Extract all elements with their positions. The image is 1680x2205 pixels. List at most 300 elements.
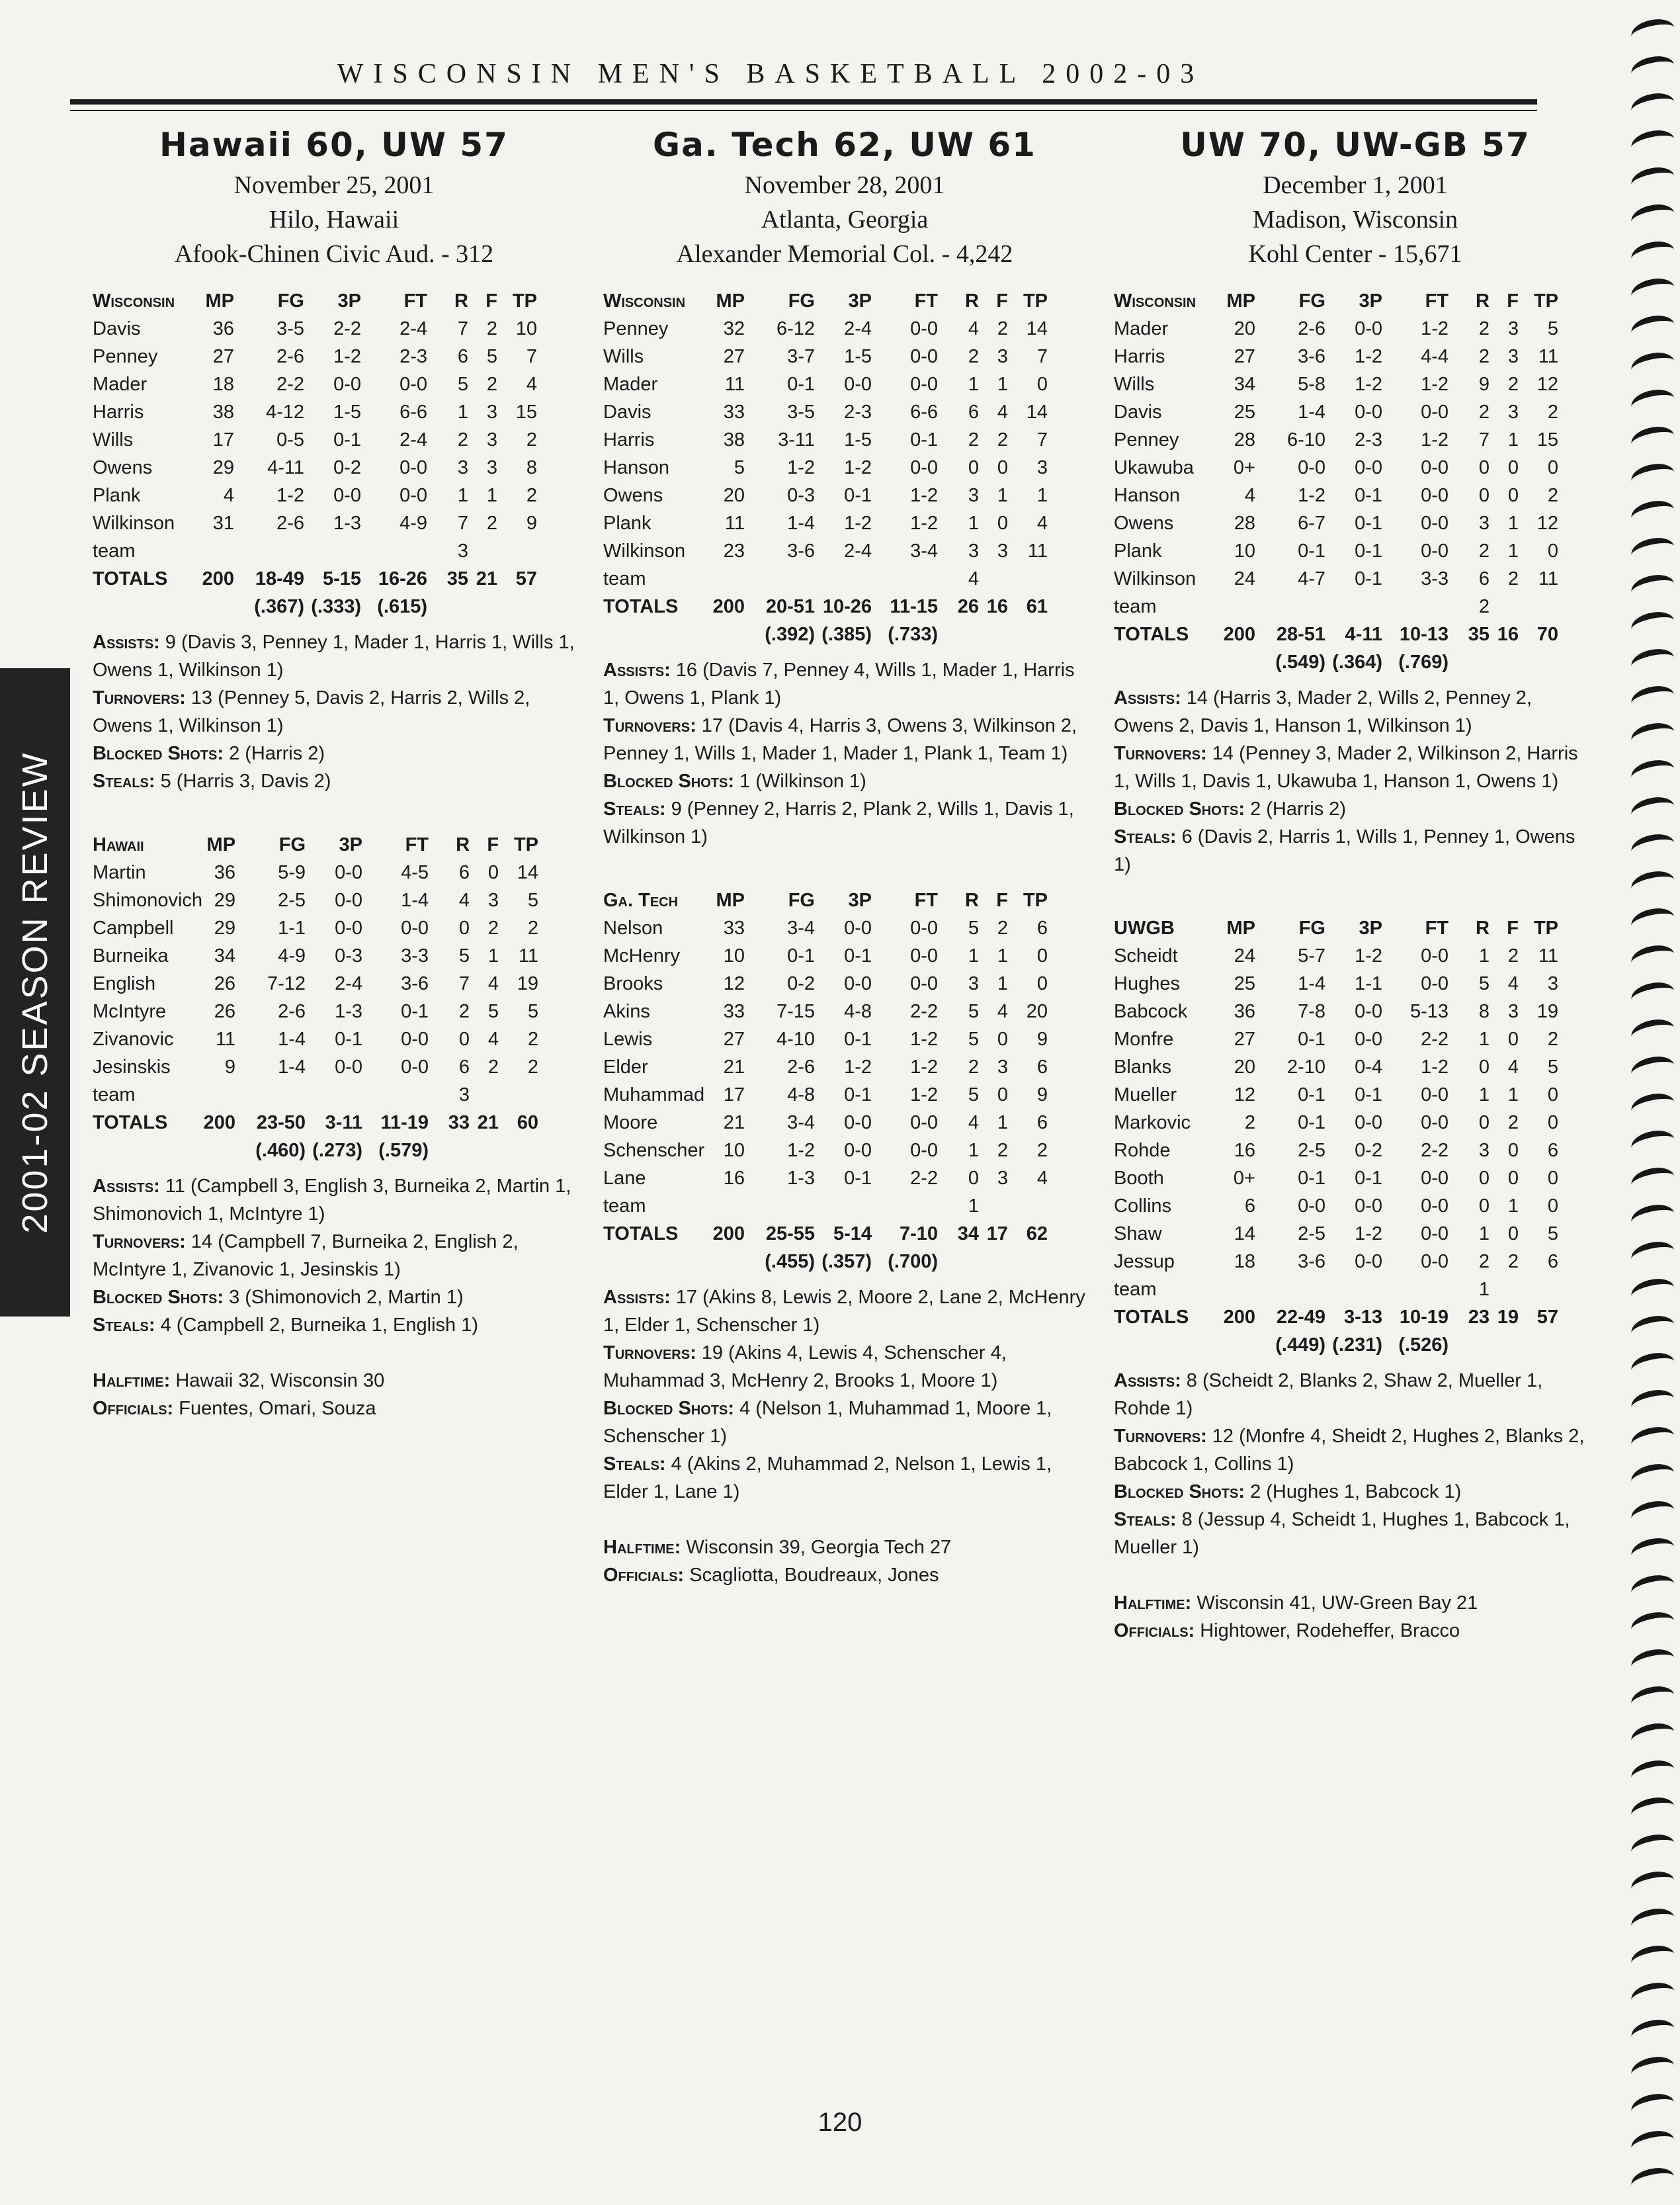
stat-cell: 0-0 (1421, 457, 1449, 478)
percentage-cell: (.549) (1275, 652, 1325, 673)
stat-cell: 4-12 (265, 402, 304, 423)
stat-cell: 2 (527, 1029, 539, 1050)
stat-cell: 0-1 (844, 945, 872, 967)
stat-cell: 26 (214, 973, 236, 994)
stat-cell: 6 (457, 346, 468, 367)
spiral-ring (1629, 1164, 1677, 1197)
stat-cell: 0-3 (787, 485, 815, 506)
stat-cell: 36 (214, 862, 236, 883)
stat-cell: 2 (997, 318, 1008, 339)
stat-cell: 2 (1478, 346, 1490, 367)
column-header: R (454, 290, 468, 312)
column-header: FG (788, 290, 815, 312)
percentage-cell: (.357) (821, 1251, 872, 1272)
stat-cell: 2 (997, 429, 1008, 451)
stat-cell: 1 (968, 1140, 979, 1161)
stat-cell: 1 (968, 374, 979, 395)
totals-cell: 57 (1536, 1307, 1558, 1328)
stat-cell: 0-0 (1421, 540, 1449, 562)
stat-cell: 2 (486, 513, 497, 534)
player-row (1114, 1220, 1558, 1248)
stat-cell: 2 (1478, 318, 1490, 339)
stat-cell: 1-2 (1421, 1057, 1449, 1078)
note-line (93, 1311, 575, 1339)
stat-cell: 11 (724, 513, 745, 534)
note-text: 6 (Davis 2, Harris 1, Wills 1, Penney 1, Owens 1) (1114, 826, 1575, 875)
stat-cell (1519, 1275, 1558, 1303)
stat-cell: 0-0 (333, 485, 361, 506)
player-row (1114, 426, 1558, 454)
player-row (93, 1025, 538, 1053)
game-info (583, 168, 1106, 271)
stat-cell: 2-4 (844, 318, 872, 339)
stat-cell: 5 (527, 1001, 539, 1022)
blank-cell (1114, 648, 1222, 676)
stat-cell (1490, 1275, 1519, 1303)
stat-cell: 3-4 (910, 540, 938, 562)
note-line (603, 712, 1086, 767)
stat-cell: 20 (1234, 1057, 1255, 1078)
stat-cell: 3 (1547, 973, 1558, 994)
column-header: FT (1425, 918, 1449, 939)
stat-cell: 0 (1507, 485, 1519, 506)
player-name: Ukawuba (1114, 457, 1194, 478)
spiral-ring (1629, 1313, 1677, 1346)
column-header: FG (1298, 918, 1325, 939)
percentage-cell: (.455) (765, 1251, 815, 1272)
percentage-row (603, 1248, 1048, 1275)
spiral-ring (1629, 349, 1677, 382)
totals-cell: 23 (1468, 1307, 1490, 1328)
stat-cell: 2 (1244, 1112, 1255, 1133)
stat-cell: 1-1 (1355, 973, 1382, 994)
totals-cell: 26 (957, 596, 979, 617)
player-row (1114, 370, 1558, 398)
stat-cell: 21 (723, 1112, 745, 1133)
column-header: FT (1425, 290, 1449, 312)
column-header: 3P (848, 890, 872, 911)
note-label: Turnovers: (603, 715, 696, 736)
stat-cell: 2-4 (399, 429, 427, 451)
stat-cell (1490, 593, 1519, 621)
stat-cell: 0-1 (1355, 513, 1382, 534)
column-header: FG (788, 890, 815, 911)
note-line (93, 1283, 575, 1311)
stat-cell: 0-0 (1421, 1251, 1449, 1272)
totals-cell: 33 (448, 1112, 470, 1133)
stat-cell (201, 537, 234, 565)
stat-cell: 0 (1478, 457, 1490, 478)
note-text: 2 (Harris 2) (1250, 799, 1347, 820)
totals-cell: 21 (476, 568, 497, 589)
column-header: F (487, 834, 499, 855)
spiral-ring (1629, 2016, 1677, 2050)
totals-cell: 200 (1223, 624, 1255, 645)
totals-label: TOTALS (93, 568, 168, 589)
spiral-ring (1629, 646, 1677, 679)
stat-cell: 2 (968, 346, 979, 367)
note-line (93, 767, 575, 795)
stat-cell: 23 (723, 540, 745, 562)
percentage-cell: (.385) (821, 624, 872, 645)
stat-cell: 2-2 (333, 318, 361, 339)
player-row (1114, 998, 1558, 1025)
spiral-ring (1629, 1053, 1677, 1086)
stat-cell: 6-6 (910, 402, 938, 423)
totals-cell: 61 (1026, 596, 1048, 617)
player-row (1114, 942, 1558, 970)
stat-cell: 3 (997, 1057, 1008, 1078)
stat-cell: 6 (968, 402, 979, 423)
totals-cell: 60 (517, 1112, 539, 1133)
game-date: November 28, 2001 (744, 171, 945, 199)
blank-cell (93, 593, 201, 621)
spiral-ring (1629, 423, 1677, 456)
player-name: team (93, 1084, 136, 1105)
totals-cell: 3-11 (325, 1112, 363, 1133)
stat-cell: 2 (1507, 1112, 1519, 1133)
stat-cell: 2 (458, 1001, 470, 1022)
stat-cell: 28 (1234, 513, 1255, 534)
player-row (603, 1164, 1048, 1192)
stat-cell: 2-5 (1298, 1140, 1325, 1161)
column-header: TP (1023, 290, 1048, 312)
stat-cell: 4 (1507, 1057, 1519, 1078)
stat-cell: 1-2 (1298, 485, 1325, 506)
stat-cell: 28 (1234, 429, 1255, 451)
player-name: Mader (603, 374, 658, 395)
totals-row (1114, 1303, 1558, 1331)
totals-cell: 10-26 (822, 596, 872, 617)
stat-cell: 0-5 (276, 429, 304, 451)
box-score-header-row (93, 831, 538, 859)
percentage-cell: (.460) (255, 1140, 306, 1161)
blank-cell (201, 593, 234, 621)
stat-cell: 6-12 (776, 318, 815, 339)
stat-cell: 1-2 (1355, 374, 1382, 395)
percentage-cell: (.449) (1275, 1334, 1325, 1356)
stat-cell: 4-9 (399, 513, 427, 534)
header-rule-thin (70, 110, 1537, 111)
stat-cell: 4-7 (1298, 568, 1325, 589)
spiral-ring (1629, 609, 1677, 642)
stat-cell: 4-5 (401, 862, 429, 883)
spiral-ring (1629, 1238, 1677, 1272)
player-name: Hanson (1114, 485, 1180, 506)
spiral-binding (1623, 20, 1680, 2203)
totals-cell: 35 (446, 568, 468, 589)
stat-cell: 6 (458, 862, 470, 883)
stat-cell: 1-4 (278, 1057, 306, 1078)
column-header: R (1476, 290, 1490, 312)
totals-cell: 25-55 (765, 1223, 815, 1244)
note-line (1114, 1367, 1597, 1422)
note-text: 4 (Nelson 1, Muhammad 1, Moore 1, Schenscher 1) (603, 1398, 1052, 1447)
stat-cell: 0 (1507, 457, 1519, 478)
player-row (1114, 1192, 1558, 1220)
player-row (93, 454, 537, 482)
player-name: Moore (603, 1112, 658, 1133)
stat-cell (468, 537, 497, 565)
stat-cell: 32 (723, 318, 745, 339)
stat-cell: 0 (1036, 374, 1048, 395)
totals-row (93, 1109, 538, 1137)
blank-cell (93, 1137, 202, 1164)
stat-cell: 0-0 (1355, 1251, 1382, 1272)
stat-cell: 0-0 (1298, 1195, 1325, 1217)
spiral-ring (1629, 979, 1677, 1012)
stat-cell: 0-0 (910, 1112, 938, 1133)
stat-cell: 1-5 (844, 429, 872, 451)
stat-cell: 0-0 (1421, 1195, 1449, 1217)
player-name: Jessup (1114, 1251, 1175, 1272)
spiral-ring (1629, 831, 1677, 864)
halftime-score: Hawaii 32, Wisconsin 30 (175, 1370, 385, 1391)
stat-cell: 2 (526, 429, 537, 451)
stat-cell: 2 (1507, 568, 1519, 589)
stat-cell: 3-3 (401, 945, 429, 967)
officials-names: Fuentes, Omari, Souza (179, 1398, 376, 1419)
stat-cell: 18 (1234, 1251, 1255, 1272)
stat-cell: 29 (214, 890, 236, 911)
stat-cell: 0-0 (910, 945, 938, 967)
stat-cell: 5 (486, 346, 497, 367)
player-row (1114, 1164, 1558, 1192)
stat-cell: 33 (723, 918, 745, 939)
stat-cell: 0-0 (1421, 1084, 1449, 1105)
player-row (93, 998, 538, 1025)
stat-cell: 0-0 (844, 918, 872, 939)
spiral-ring (1629, 312, 1677, 345)
note-text: 4 (Akins 2, Muhammad 2, Nelson 1, Lewis 1, Elder 1, Lane 1) (603, 1453, 1052, 1502)
totals-label: TOTALS (1114, 624, 1189, 645)
spiral-ring (1629, 720, 1677, 753)
stat-cell: 31 (212, 513, 234, 534)
stat-cell: 9 (526, 513, 537, 534)
totals-cell: 11-19 (380, 1112, 429, 1133)
stat-cell: 6 (1244, 1195, 1255, 1217)
player-row (603, 942, 1048, 970)
column-header: FG (1298, 290, 1325, 312)
spiral-ring (1629, 201, 1677, 234)
stat-cell: 4 (487, 1029, 499, 1050)
game-date: December 1, 2001 (1263, 171, 1448, 199)
note-text: 16 (Davis 7, Penney 4, Wills 1, Mader 1, Harris 1, Owens 1, Plank 1) (603, 660, 1075, 709)
stat-cell: 5 (968, 1084, 979, 1105)
stat-cell: 2 (968, 1057, 979, 1078)
spiral-ring (1629, 1646, 1677, 1679)
player-row (603, 454, 1048, 482)
stat-cell: 0-0 (844, 1140, 872, 1161)
stat-cell: 9 (1478, 374, 1490, 395)
box-score-header-row (603, 886, 1048, 914)
game-title: Hawaii 60, UW 57 (159, 126, 509, 164)
player-row (1114, 1081, 1558, 1109)
stat-cell: 36 (1234, 1001, 1255, 1022)
stat-cell: 0-2 (1355, 1140, 1382, 1161)
game-summary (603, 1534, 1086, 1589)
player-name: Blanks (1114, 1057, 1172, 1078)
stat-cell: 27 (723, 346, 745, 367)
halftime-line (603, 1534, 1086, 1561)
stat-cell: 0-0 (399, 485, 427, 506)
stat-cell: 5 (1547, 1057, 1558, 1078)
stat-cell: 5 (968, 1001, 979, 1022)
stat-cell: 15 (1536, 429, 1558, 451)
box-score-header-row (1114, 914, 1558, 942)
spiral-ring (1629, 1942, 1677, 1975)
halftime-score: Wisconsin 39, Georgia Tech 27 (686, 1537, 952, 1558)
stat-cell: 0 (458, 918, 470, 939)
player-name: Shaw (1114, 1223, 1162, 1244)
player-name: Davis (1114, 402, 1162, 423)
player-name: Wills (1114, 374, 1155, 395)
stat-cell: 1 (1478, 1223, 1490, 1244)
stat-cell: 5-9 (278, 862, 306, 883)
stat-cell: 6 (1036, 918, 1048, 939)
totals-cell: 23-50 (256, 1112, 306, 1133)
player-row (93, 914, 538, 942)
blank-cell (202, 1137, 235, 1164)
stat-cell: 2 (997, 918, 1008, 939)
column-header: R (1476, 918, 1490, 939)
stat-cell: 5 (458, 945, 470, 967)
stat-cell: 2 (486, 374, 497, 395)
stat-cell: 4 (997, 1001, 1008, 1022)
player-row (93, 315, 537, 343)
column-header: F (1507, 290, 1519, 312)
stat-cell (872, 1192, 938, 1220)
stat-cell: 12 (723, 973, 745, 994)
stat-cell: 0-0 (1421, 1168, 1449, 1189)
stat-cell (1222, 593, 1255, 621)
column-header: TP (513, 834, 539, 855)
spiral-ring (1629, 1720, 1677, 1753)
note-line (93, 740, 575, 767)
player-row (93, 426, 537, 454)
player-name: team (93, 540, 136, 562)
stat-cell: 4-10 (776, 1029, 815, 1050)
stat-cell: 9 (1036, 1084, 1048, 1105)
spiral-ring (1629, 53, 1677, 86)
game-venue: Kohl Center - 15,671 (1248, 240, 1462, 268)
totals-cell: 16 (1497, 624, 1519, 645)
spiral-ring (1629, 1387, 1677, 1420)
stat-cell: 24 (1234, 568, 1255, 589)
column-header: F (1507, 918, 1519, 939)
stat-cell: 1-4 (787, 513, 815, 534)
stat-cell: 5-13 (1409, 1001, 1449, 1022)
totals-cell: 22-49 (1276, 1307, 1325, 1328)
player-name: Harris (93, 402, 144, 423)
stat-cell: 6-6 (399, 402, 427, 423)
stat-cell: 3 (1478, 1140, 1490, 1161)
stat-cell: 0-0 (335, 890, 363, 911)
stat-cell: 3-11 (778, 429, 815, 451)
stat-cell: 0-0 (1355, 1029, 1382, 1050)
player-row (603, 370, 1048, 398)
column-header: MP (716, 890, 745, 911)
stat-cell: 3-6 (1298, 1251, 1325, 1272)
column-header: MP (205, 290, 234, 312)
player-name: Babcock (1114, 1001, 1188, 1022)
stat-cell (872, 565, 938, 593)
column-header: 3P (848, 290, 872, 312)
halftime-line (93, 1367, 575, 1395)
spiral-ring (1629, 1979, 1677, 2012)
blank-cell (603, 621, 712, 648)
note-label: Blocked Shots: (603, 1398, 734, 1419)
stat-cell: 4 (968, 1112, 979, 1133)
stat-cell (499, 1081, 538, 1109)
player-row (603, 398, 1048, 426)
note-line (1114, 795, 1597, 823)
player-name: Rohde (1114, 1140, 1171, 1161)
note-line (1114, 1478, 1597, 1506)
player-row (93, 859, 538, 886)
player-name: Mader (1114, 318, 1169, 339)
note-label: Steals: (93, 771, 155, 792)
stat-cell: 27 (1234, 346, 1255, 367)
stat-cell: 3 (457, 457, 468, 478)
player-name: Hanson (603, 457, 669, 478)
stat-cell: 0-0 (1421, 485, 1449, 506)
stat-cell: 4 (1036, 513, 1048, 534)
stat-cell: 17 (212, 429, 234, 451)
spiral-ring (1629, 1424, 1677, 1457)
column-header: F (485, 290, 497, 312)
stat-cell: 14 (1026, 402, 1048, 423)
stat-cell: 27 (1234, 1029, 1255, 1050)
spiral-ring (1629, 1831, 1677, 1864)
note-text: 13 (Penney 5, Davis 2, Harris 2, Wills 2, Owens 1, Wilkinson 1) (93, 687, 530, 736)
game-title: Ga. Tech 62, UW 61 (653, 126, 1036, 164)
spiral-ring (1629, 238, 1677, 271)
stat-cell: 16 (723, 1168, 745, 1189)
note-label: Turnovers: (1114, 743, 1207, 764)
note-line (93, 1172, 575, 1228)
column-header: TP (1533, 918, 1558, 939)
spiral-ring (1629, 164, 1677, 197)
page-header: WISCONSIN MEN'S BASKETBALL 2002-03 (337, 59, 1204, 89)
spiral-ring (1629, 1794, 1677, 1827)
halftime-score: Wisconsin 41, UW-Green Bay 21 (1197, 1592, 1478, 1614)
percentage-row (1114, 648, 1558, 676)
officials-label: Officials: (603, 1565, 685, 1586)
stat-cell: 0-0 (1355, 318, 1382, 339)
player-row (1114, 343, 1558, 370)
stat-cell: 4 (1507, 973, 1519, 994)
stat-cell: 5 (457, 374, 468, 395)
stat-cell: 0-1 (787, 374, 815, 395)
spiral-ring (1629, 2054, 1677, 2087)
player-row (93, 970, 538, 998)
stat-cell: 0 (1507, 1029, 1519, 1050)
stat-cell: 3 (968, 540, 979, 562)
stat-cell: 2 (526, 485, 537, 506)
spiral-ring (1629, 1572, 1677, 1605)
section-spine-label: 2001-02 SEASON REVIEW (15, 751, 55, 1234)
stat-cell: 3 (457, 540, 468, 562)
stat-cell (1382, 1275, 1449, 1303)
player-row (93, 1081, 538, 1109)
stat-cell: 4 (968, 318, 979, 339)
totals-cell: 7-10 (899, 1223, 938, 1244)
stat-cell: 0 (1547, 1084, 1558, 1105)
stat-cell: 0 (487, 862, 499, 883)
stat-cell (1325, 593, 1382, 621)
spiral-ring (1629, 1461, 1677, 1494)
